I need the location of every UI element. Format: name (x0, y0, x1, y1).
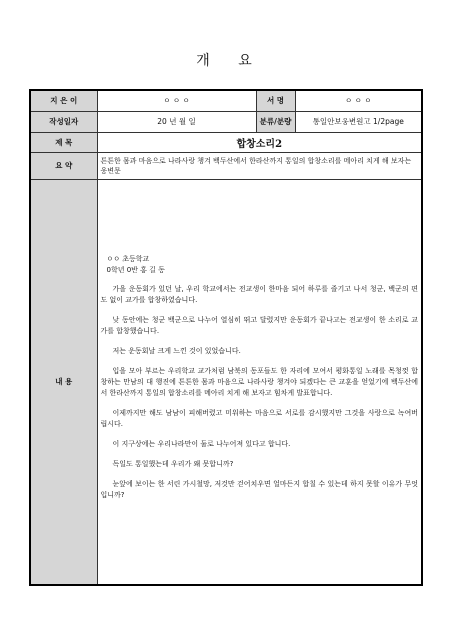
overview-form-table (29, 89, 423, 586)
content-label: 내 용 (30, 179, 97, 585)
paragraph: 입을 모아 부르는 우리학교 교가처럼 남북의 동포들도 한 자리에 모여서 평화통일 노래를 목청껏 합창하는 만남의 대 행진에 튼튼한 몸과 마음으로 나라사랑 챙겨야 되겠다는 큰 교훈을 얻었기에 백두산에서 한라산까지 통일의 합창소리를 메아리 치게 해 보자고 힘차게 발표합니다. (100, 366, 419, 397)
date-row (30, 111, 422, 132)
subject-value: 합창소리2 (97, 132, 422, 152)
date-label: 작성일자 (30, 111, 97, 132)
paragraph: 저는 운동회날 크게 느낀 것이 있었습니다. (112, 346, 241, 355)
content-row (30, 179, 422, 585)
subject-label: 제 목 (30, 132, 97, 152)
paragraph: 이 지구상에는 우리나라만이 둘로 나누어져 있다고 합니다. (112, 439, 291, 448)
summary-row (30, 152, 422, 179)
author-label: 지 은 이 (30, 90, 97, 111)
author-row (30, 90, 422, 111)
summary-label: 요 약 (30, 152, 97, 179)
paragraph: 낮 동안에는 청군 백군으로 나누어 열심히 뛰고 달렸지만 운동회가 끝나고는 전교생이 한 소리로 교가를 합창했습니다. (100, 315, 419, 335)
subject-row (30, 132, 422, 152)
title-char-2: 요 (238, 53, 254, 69)
sign-value: ㅇ ㅇ ㅇ (295, 90, 422, 111)
document-title (0, 50, 450, 70)
paragraph: 눈앞에 보이는 한 서린 가시철망, 저것만 걷어치우면 얼마든지 합칠 수 있는데 하지 못할 이유가 무엇입니까? (100, 479, 419, 499)
title-char-1: 개 (196, 53, 212, 69)
content-body (97, 179, 422, 585)
paragraph: 이제까지만 해도 남남이 피해버렸고 미워하는 마음으로 서로를 감시했지만 그것을 사랑으로 녹여버립시다. (100, 408, 419, 428)
author-value: ㅇ ㅇ ㅇ (97, 90, 256, 111)
paragraph: 가을 운동회가 있던 날, 우리 학교에서는 전교생이 한마음 되어 하루를 즐기고 나서 청군, 백군의 편도 없이 교가를 합창하였습니다. (100, 284, 419, 304)
category-value: 통일안보웅변원고 1/2page (295, 111, 422, 132)
paragraph: 독일도 통일했는데 우리가 왜 못합니까? (112, 459, 234, 468)
student-name: 0학년 0반 홍 길 동 (106, 265, 165, 274)
summary-value: 튼튼한 몸과 마음으로 나라사랑 챙겨 백두산에서 한라산까지 통일의 합창소리를 메아리 치게 해 보자는 웅변문 (97, 152, 422, 179)
school-name: ㅇㅇ 초등학교 (106, 254, 150, 263)
sign-label: 서 명 (256, 90, 295, 111)
category-label: 분류/분량 (256, 111, 295, 132)
date-value: 20 년 월 일 (97, 111, 256, 132)
